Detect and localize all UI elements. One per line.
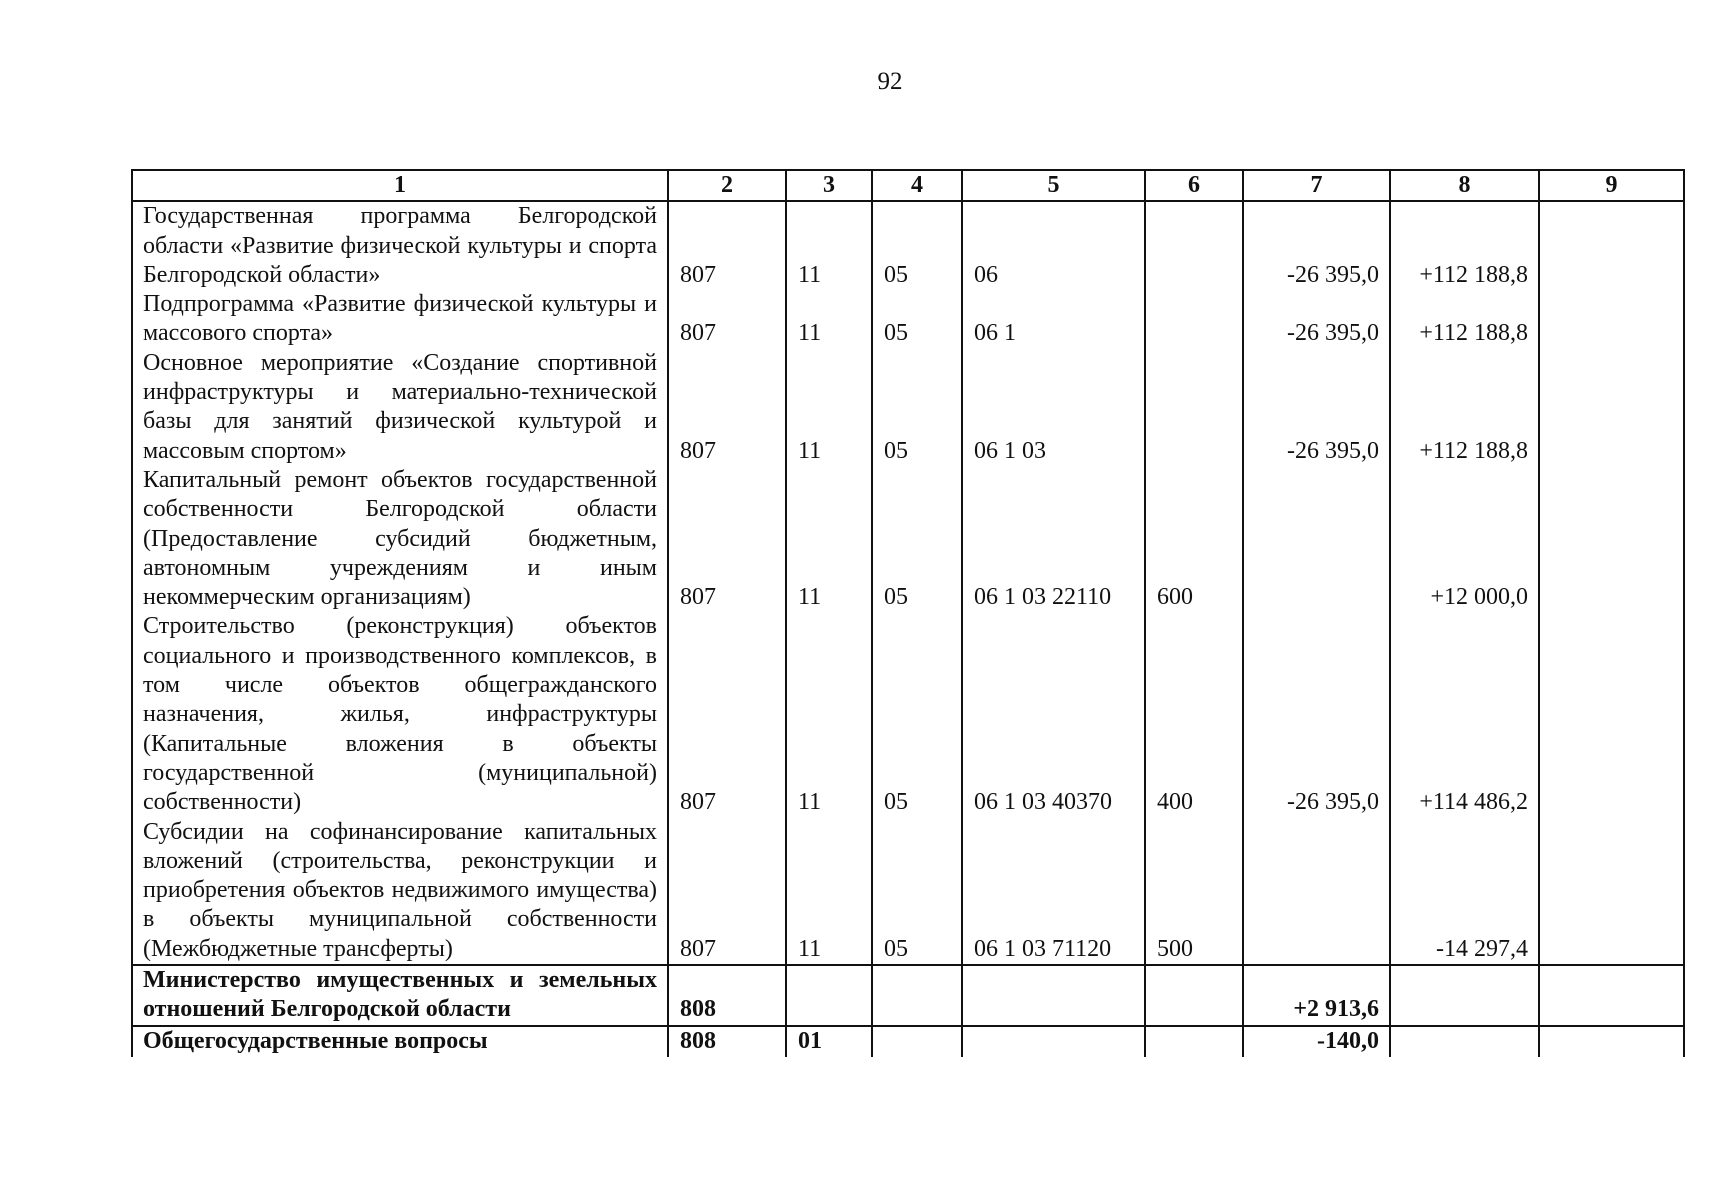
row-subsection-code: 05	[872, 818, 962, 965]
row-target-article	[962, 1026, 1145, 1057]
row-expense-type	[1145, 349, 1243, 466]
table-row-section	[132, 1026, 1684, 1057]
row-amount-col8: +112 188,8	[1390, 349, 1539, 466]
row-name: Субсидии на софинансирование капитальных вложений (строительства, реконструкции и приобретения объектов недвижимого имущества) в объекты муниципальной собственности (Межбюджетные трансферты)	[132, 818, 668, 965]
table-row	[132, 201, 1684, 290]
row-name: Строительство (реконструкция) объектов социального и производственного комплексов, в том числе объектов общегражданского назначения, жилья, инфраструктуры (Капитальные вложения в объекты государственной (муниципальной) собственности)	[132, 612, 668, 817]
row-amount-col9	[1539, 349, 1684, 466]
row-amount-col7	[1243, 466, 1390, 612]
row-expense-type: 500	[1145, 818, 1243, 965]
page-number: 92	[877, 68, 903, 95]
row-name: Министерство имущественных и земельных отношений Белгородской области	[132, 965, 668, 1026]
row-subsection-code	[872, 1026, 962, 1057]
row-department-code: 807	[668, 349, 786, 466]
column-header-4: 4	[872, 170, 962, 201]
row-amount-col9	[1539, 965, 1684, 1026]
row-amount-col9	[1539, 290, 1684, 349]
row-section-code: 11	[786, 349, 872, 466]
row-amount-col7: -26 395,0	[1243, 290, 1390, 349]
budget-changes-table	[131, 169, 1685, 1057]
row-name: Основное мероприятие «Создание спортивной инфраструктуры и материально-технической базы для занятий физической культурой и массовым спортом»	[132, 349, 668, 466]
column-header-9: 9	[1539, 170, 1684, 201]
row-expense-type	[1145, 965, 1243, 1026]
row-amount-col9	[1539, 466, 1684, 612]
row-amount-col7: -26 395,0	[1243, 201, 1390, 290]
row-subsection-code: 05	[872, 349, 962, 466]
row-target-article: 06	[962, 201, 1145, 290]
row-section-code: 11	[786, 612, 872, 817]
column-header-2: 2	[668, 170, 786, 201]
table-row	[132, 612, 1684, 817]
row-section-code: 11	[786, 466, 872, 612]
row-name: Капитальный ремонт объектов государственной собственности Белгородской области (Предоставление субсидий бюджетным, автономным учреждениям и иным некоммерческим организациям)	[132, 466, 668, 612]
row-amount-col7: +2 913,6	[1243, 965, 1390, 1026]
table-row	[132, 290, 1684, 349]
header-row	[132, 170, 1684, 201]
row-amount-col7: -26 395,0	[1243, 349, 1390, 466]
column-header-7: 7	[1243, 170, 1390, 201]
row-amount-col9	[1539, 818, 1684, 965]
row-department-code: 808	[668, 965, 786, 1026]
row-amount-col8: +12 000,0	[1390, 466, 1539, 612]
table-row	[132, 466, 1684, 612]
column-header-8: 8	[1390, 170, 1539, 201]
row-subsection-code	[872, 965, 962, 1026]
table-row-ministry	[132, 965, 1684, 1026]
row-target-article	[962, 965, 1145, 1026]
row-section-code: 11	[786, 201, 872, 290]
row-expense-type	[1145, 1026, 1243, 1057]
row-department-code: 807	[668, 290, 786, 349]
row-name: Общегосударственные вопросы	[132, 1026, 668, 1057]
row-amount-col7: -140,0	[1243, 1026, 1390, 1057]
row-department-code: 808	[668, 1026, 786, 1057]
table-row	[132, 818, 1684, 965]
row-amount-col8: +112 188,8	[1390, 290, 1539, 349]
row-amount-col7	[1243, 818, 1390, 965]
column-header-1: 1	[132, 170, 668, 201]
row-subsection-code: 05	[872, 612, 962, 817]
row-amount-col8: -14 297,4	[1390, 818, 1539, 965]
row-expense-type	[1145, 290, 1243, 349]
row-target-article: 06 1 03 22110	[962, 466, 1145, 612]
row-section-code: 01	[786, 1026, 872, 1057]
row-name: Государственная программа Белгородской области «Развитие физической культуры и спорта Белгородской области»	[132, 201, 668, 290]
row-department-code: 807	[668, 466, 786, 612]
row-amount-col8: +114 486,2	[1390, 612, 1539, 817]
row-target-article: 06 1 03 40370	[962, 612, 1145, 817]
row-department-code: 807	[668, 612, 786, 817]
row-amount-col7: -26 395,0	[1243, 612, 1390, 817]
row-amount-col9	[1539, 612, 1684, 817]
column-header-6: 6	[1145, 170, 1243, 201]
row-expense-type: 600	[1145, 466, 1243, 612]
row-expense-type	[1145, 201, 1243, 290]
row-department-code: 807	[668, 818, 786, 965]
row-name: Подпрограмма «Развитие физической культуры и массового спорта»	[132, 290, 668, 349]
table-row	[132, 349, 1684, 466]
row-target-article: 06 1	[962, 290, 1145, 349]
row-section-code: 11	[786, 818, 872, 965]
row-expense-type: 400	[1145, 612, 1243, 817]
row-subsection-code: 05	[872, 466, 962, 612]
row-amount-col9	[1539, 1026, 1684, 1057]
column-header-3: 3	[786, 170, 872, 201]
column-header-5: 5	[962, 170, 1145, 201]
row-amount-col8: +112 188,8	[1390, 201, 1539, 290]
row-section-code: 11	[786, 290, 872, 349]
row-department-code: 807	[668, 201, 786, 290]
row-target-article: 06 1 03 71120	[962, 818, 1145, 965]
row-subsection-code: 05	[872, 290, 962, 349]
row-target-article: 06 1 03	[962, 349, 1145, 466]
row-section-code	[786, 965, 872, 1026]
row-amount-col8	[1390, 1026, 1539, 1057]
row-amount-col9	[1539, 201, 1684, 290]
row-subsection-code: 05	[872, 201, 962, 290]
row-amount-col8	[1390, 965, 1539, 1026]
